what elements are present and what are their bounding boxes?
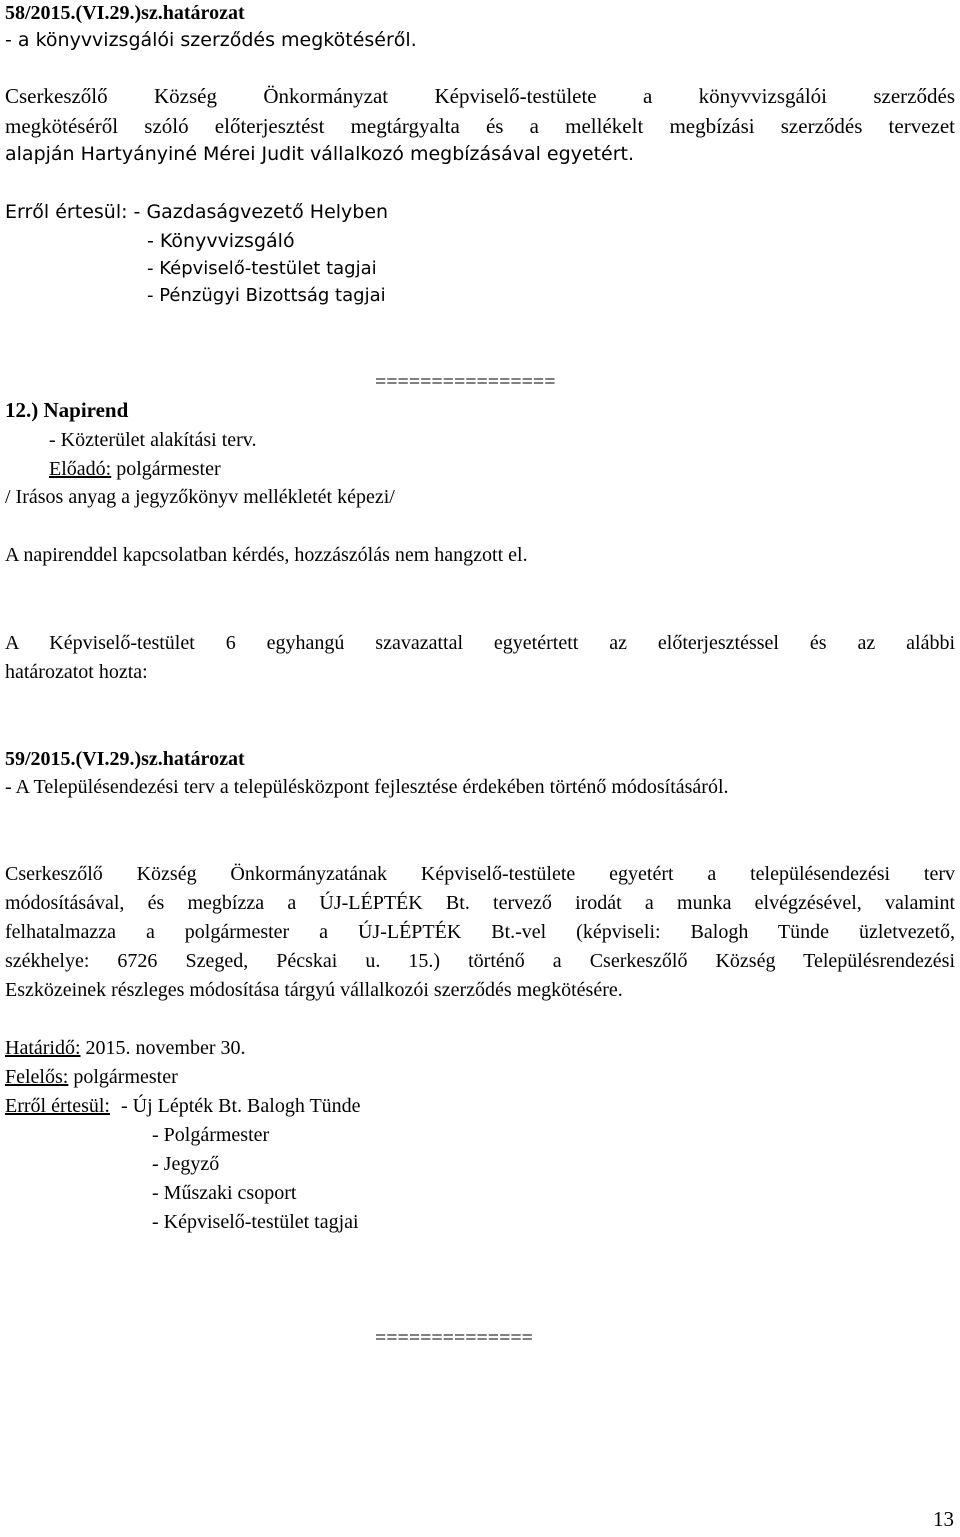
agenda-discussion: A napirenddel kapcsolatban kérdés, hozzászólás nem hangzott el.	[5, 544, 528, 566]
resolution-59-body-line: Cserkeszőlő Község Önkormányzatának Képviselő-testülete egyetért a településendezési terv	[5, 863, 955, 885]
agenda-vote-line: A Képviselő-testület 6 egyhangú szavazattal egyetértett az előterjesztéssel és az alábbi	[5, 632, 955, 654]
resolution-58-body-line: alapján Hartyányiné Mérei Judit vállalkozó megbízásával egyetért.	[5, 143, 635, 165]
agenda-attachment-note: / Irásos anyag a jegyzőkönyv mellékletét képezi/	[5, 486, 395, 508]
deadline-value: 2015. november 30.	[85, 1037, 246, 1059]
page-number: 13	[933, 1507, 954, 1531]
presenter-label: Előadó:	[49, 458, 112, 480]
notify-item: - Gazdaságvezető Helyben	[133, 201, 389, 223]
notify-item: - Új Lépték Bt. Balogh Tünde	[120, 1095, 361, 1117]
notify-item: - Pénzügyi Bizottság tagjai	[147, 285, 386, 306]
notify-label: Erről értesül:	[5, 201, 128, 223]
resolution-58-body-line: Cserkeszőlő Község Önkormányzat Képviselő-testülete a könyvvizsgálói szerződés	[5, 84, 955, 108]
resolution-59-subtitle: - A Településendezési terv a településközpont fejlesztése érdekében történő módosításáról.	[5, 776, 729, 798]
resolution-58-title: 58/2015.(VI.29.)sz.határozat	[5, 2, 245, 24]
agenda-vote-line: határozatot hozta:	[5, 661, 148, 683]
notify-item: - Képviselő-testület tagjai	[152, 1211, 359, 1233]
resolution-58-notify	[5, 203, 388, 222]
resolution-58-subtitle: - a könyvvizsgálói szerződés megkötéséről.	[5, 29, 417, 51]
resolution-59-title: 59/2015.(VI.29.)sz.határozat	[5, 748, 245, 770]
resolution-59-notify	[5, 1096, 361, 1116]
deadline	[5, 1038, 246, 1058]
notify-item: - Jegyző	[152, 1153, 220, 1175]
agenda-title: 12.) Napirend	[5, 398, 129, 422]
notify-item: - Műszaki csoport	[152, 1182, 297, 1204]
resolution-59-body-line: felhatalmazza a polgármester a ÚJ-LÉPTÉK Bt.-vel (képviseli: Balogh Tünde üzletvezető,	[5, 921, 955, 943]
resolution-58-body-line: megkötéséről szóló előterjesztést megtárgyalta és a mellékelt megbízási szerződés tervezet	[5, 114, 955, 138]
deadline-label: Határidő:	[5, 1037, 81, 1059]
notify-label: Erről értesül:	[5, 1095, 110, 1117]
separator: ================	[375, 371, 556, 393]
responsible	[5, 1067, 178, 1087]
resolution-59-body-line: székhelye: 6726 Szeged, Pécskai u. 15.) történő a Cserkeszőlő Község Településrendezési	[5, 950, 955, 972]
responsible-value: polgármester	[73, 1066, 178, 1088]
notify-item: - Képviselő-testület tagjai	[147, 258, 377, 279]
notify-item: - Polgármester	[152, 1124, 270, 1146]
resolution-59-body-line: Eszközeinek részleges módosítása tárgyú vállalkozói szerződés megkötésére.	[5, 979, 623, 1001]
agenda-presenter	[49, 459, 221, 479]
separator: ==============	[375, 1327, 533, 1349]
resolution-59-body-line: módosításával, és megbízza a ÚJ-LÉPTÉK Bt. tervező irodát a munka elvégzésével, valamint	[5, 892, 955, 914]
notify-item: - Könyvvizsgáló	[147, 230, 295, 252]
presenter-value: polgármester	[116, 458, 221, 480]
responsible-label: Felelős:	[5, 1066, 69, 1088]
agenda-topic: - Közterület alakítási terv.	[49, 429, 257, 451]
